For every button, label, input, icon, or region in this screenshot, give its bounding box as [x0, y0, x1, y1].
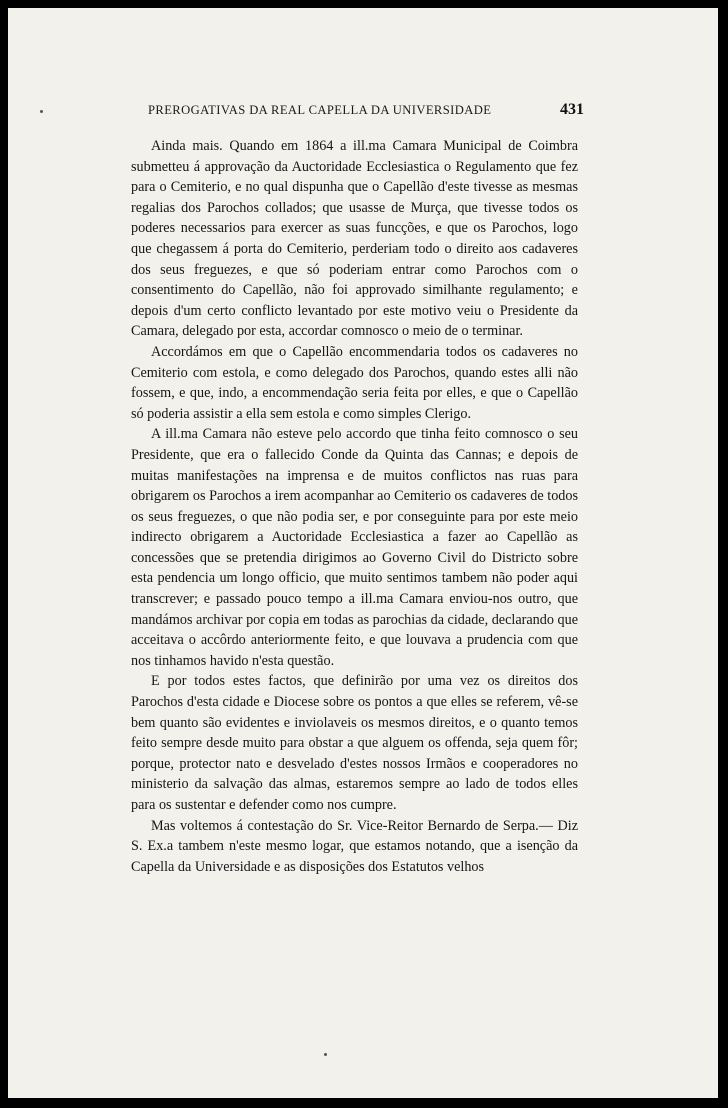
paragraph-2: Accordámos em que o Capellão encommendaria todos os cadaveres no Cemiterio com estola, e como delegado dos Parochos, quando estes alli não fossem, e que, indo, a encommendação seria feita por elles, e que o Capellão só poderia assistir a ella sem estola e como simples Clerigo. [131, 343, 578, 422]
paragraph-1: Ainda mais. Quando em 1864 a ill.ma Camara Municipal de Coimbra submetteu á approvação da Auctoridade Ecclesiastica o Regulamento que fez para o Cemiterio, e no qual dispunha que o Capellão d'este tivesse as mesmas regalias dos Parochos collados; que usasse de Murça, que tivesse todos os poderes necessarios para exercer as suas funcções, e que os Parochos, logo que chegassem á porta do Cemiterio, perderiam todo o direito aos cadaveres dos seus freguezes, e que só poderiam entrar como Parochos com o consentimento do Capellão, não foi approvado similhante regulamento; e depois d'um certo conflicto levantado por este motivo veiu o Presidente da Camara, delegado por esta, accordar comnosco o meio de o terminar. [131, 138, 578, 340]
running-head: PREROGATIVAS DA REAL CAPELLA DA UNIVERSIDADE [148, 103, 492, 117]
page-number: 431 [560, 101, 584, 118]
page-header [148, 103, 584, 123]
paragraph-3: A ill.ma Camara não esteve pelo accordo que tinha feito comnosco o seu Presidente, que era o fallecido Conde da Quinta das Cannas; e depois de muitas manifestações na imprensa e de muitos conflictos nas ruas para obrigarem os Parochos a irem acompanhar ao Cemiterio os cadaveres de todos os seus freguezes, o que não podia ser, e por conseguinte para por este meio indirecto obrigarem a Auctoridade Ecclesiastica a fazer ao Capellão as concessões que se pretendia dirigimos ao Governo Civil do Districto sobre esta pendencia um longo officio, que muito sentimos tambem não poder aqui transcrever; e passado pouco tempo a ill.ma Camara enviou-nos outro, que mandámos archivar por copia em todas as parochias da cidade, declarando que acceitava o accôrdo anteriormente feito, e que louvava a prudencia com que nos tinhamos havido n'esta questão. [131, 426, 578, 669]
paragraph-5: Mas voltemos á contestação do Sr. Vice-Reitor Bernardo de Serpa.— Diz S. Ex.a tambem n'este mesmo logar, que estamos notando, que a isenção da Capella da Universidade e as disposições dos Estatutos velhos [131, 817, 578, 875]
ink-speck [40, 110, 43, 113]
paragraph-4: E por todos estes factos, que definirão por uma vez os direitos dos Parochos d'esta cidade e Diocese sobre os pontos a que elles se referem, vê-se bem quanto são evidentes e inviolaveis os mesmos direitos, e o quanto temos feito sempre desde muito para obstar a que alguem os offenda, seja quem fôr; porque, protector nato e desvelado d'estes nossos Irmãos e cooperadores no ministerio da salvação das almas, estaremos sempre ao lado de todos elles para os sustentar e defender como nos cumpre. [131, 673, 578, 813]
ink-speck [324, 1053, 327, 1056]
body-text [131, 136, 578, 877]
book-page [8, 8, 718, 1098]
